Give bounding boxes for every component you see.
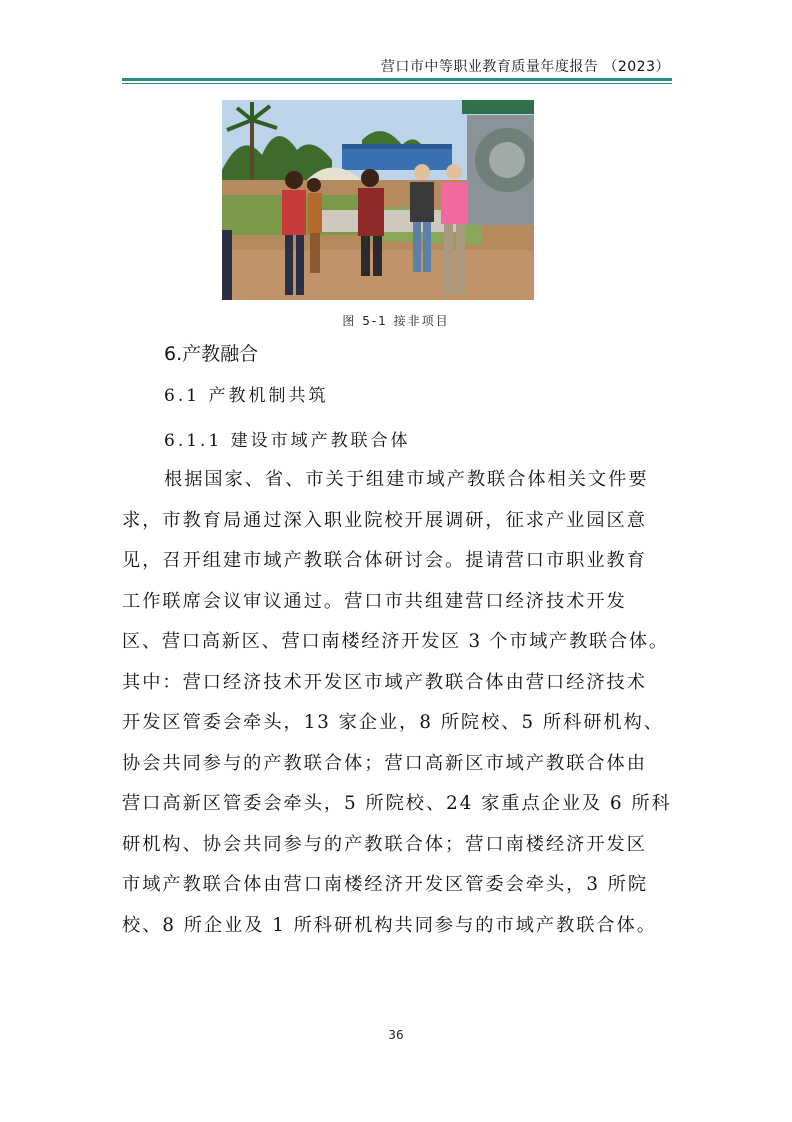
subsubsection-heading: 6.1.1 建设市域产教联合体 bbox=[164, 431, 411, 451]
paragraph-line: 协会共同参与的产教联合体；营口高新区市域产教联合体由 bbox=[122, 752, 647, 774]
header-rule bbox=[122, 78, 672, 81]
paragraph-line: 见，召开组建市域产教联合体研讨会。提请营口市职业教育 bbox=[122, 550, 647, 571]
paragraph-line: 其中：营口经济技术开发区市域产教联合体由营口经济技术 bbox=[122, 671, 647, 693]
photo-illustration bbox=[222, 100, 534, 300]
paragraph-line: 研机构、协会共同参与的产教联合体；营口南楼经济开发区 bbox=[122, 833, 647, 855]
figure-caption: 图 5-1 接非项目 bbox=[342, 314, 450, 328]
paragraph-line: 工作联席会议审议通过。营口市共组建营口经济技术开发 bbox=[122, 590, 627, 612]
paragraph-line: 校、8 所企业及 1 所科研机构共同参与的市域产教联合体。 bbox=[122, 914, 657, 936]
paragraph-line: 区、营口高新区、营口南楼经济开发区 3 个市域产教联合体。 bbox=[122, 631, 669, 652]
body-paragraph bbox=[122, 460, 674, 946]
header-rule-thin bbox=[122, 83, 672, 84]
page-number: 36 bbox=[388, 1028, 404, 1042]
subsection-heading: 6.1 产教机制共筑 bbox=[164, 386, 329, 406]
running-header: 营口市中等职业教育质量年度报告 （2023） bbox=[380, 59, 670, 75]
section-heading: 6.产教融合 bbox=[164, 343, 259, 365]
paragraph-line: 根据国家、省、市关于组建市域产教联合体相关文件要 bbox=[164, 469, 649, 490]
paragraph-line: 求，市教育局通过深入职业院校开展调研，征求产业园区意 bbox=[122, 509, 647, 531]
paragraph-line: 营口高新区管委会牵头，5 所院校、24 家重点企业及 6 所科 bbox=[122, 793, 672, 814]
site-visit-photo bbox=[222, 100, 534, 300]
paragraph-line: 开发区管委会牵头，13 家企业，8 所院校、5 所科研机构、 bbox=[122, 712, 664, 733]
paragraph-line: 市域产教联合体由营口南楼经济开发区管委会牵头，3 所院 bbox=[122, 874, 649, 895]
